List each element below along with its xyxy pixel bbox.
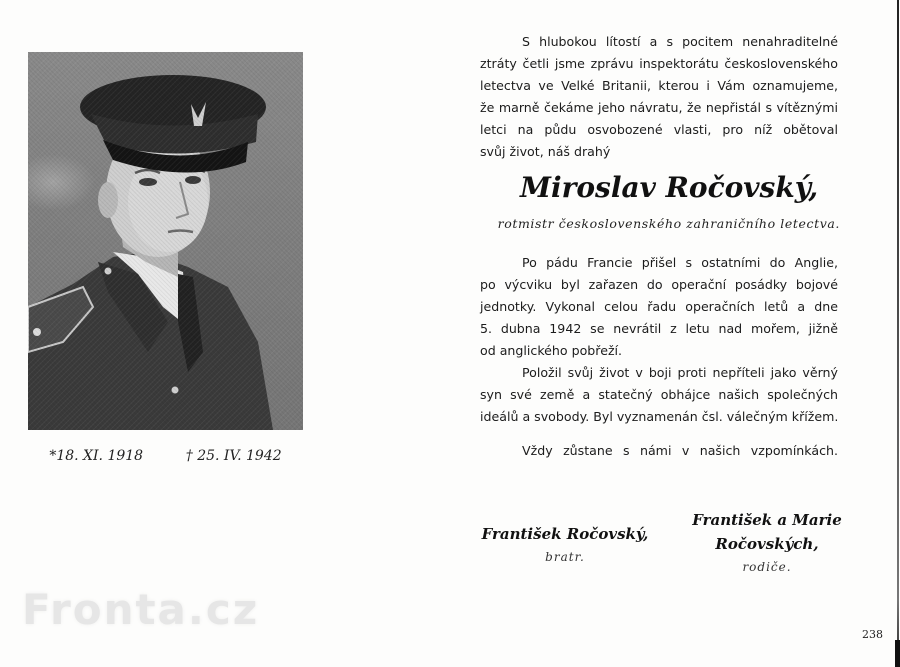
text-line: syn své země a statečný obhájce našich společných	[480, 387, 838, 402]
remembrance-paragraph	[480, 440, 838, 462]
watermark: Fronta.cz	[22, 585, 260, 634]
text-line: ideálů a svobody. Byl vyznamenán čsl. válečným křížem.	[480, 409, 839, 424]
deceased-name: Miroslav Ročovský,	[520, 171, 819, 204]
signature-name: Ročovských,	[715, 535, 819, 553]
death-date: † 25. IV. 1942	[185, 448, 282, 464]
portrait-illustration	[28, 52, 303, 430]
portrait-photo	[28, 52, 303, 430]
text-line: že marně čekáme jeho návratu, že nepřistál s vítěznými	[480, 100, 838, 115]
intro-paragraph	[480, 31, 838, 163]
text-line: letectva ve Velké Britanii, kterou i Vám oznamujeme,	[480, 78, 838, 93]
deceased-rank: rotmistr československého zahraničního letectva.	[497, 216, 840, 231]
text-line: Vždy zůstane s námi v našich vzpomínkách.	[522, 443, 838, 458]
life-dates	[28, 448, 303, 464]
signature-parents	[672, 508, 862, 576]
text-line: jednotky. Vykonal celou řadu operačních letů a dne	[480, 299, 838, 314]
page-edge	[897, 0, 899, 667]
text-line: svůj život, náš drahý	[480, 144, 611, 159]
text-line: S hlubokou lítostí a s pocitem nenahraditelné	[522, 34, 838, 49]
text-line: ztráty četli jsme zprávu inspektorátu československého	[480, 56, 838, 71]
signature-role: rodiče.	[742, 560, 792, 574]
page-number: 238	[862, 628, 883, 641]
text-line: 5. dubna 1942 se nevrátil z letu nad mořem, jižně	[480, 321, 838, 336]
signature-brother	[470, 522, 660, 566]
service-paragraph	[480, 252, 838, 362]
signature-name: František Ročovský,	[481, 525, 649, 543]
sacrifice-paragraph	[480, 362, 838, 428]
text-line: Položil svůj život v boji proti nepříteli jako věrný	[522, 365, 838, 380]
text-line: po výcviku byl zařazen do operační posádky bojové	[480, 277, 838, 292]
signature-name: František a Marie	[692, 511, 842, 529]
page-edge-corner	[895, 640, 900, 667]
text-line: Po pádu Francie přišel s ostatními do Anglie,	[522, 255, 838, 270]
text-line: letci na půdu osvobozené vlasti, pro níž obětoval	[480, 122, 838, 137]
signature-role: bratr.	[545, 550, 585, 564]
text-line: od anglického pobřeží.	[480, 343, 623, 358]
birth-date: *18. XI. 1918	[49, 448, 144, 464]
